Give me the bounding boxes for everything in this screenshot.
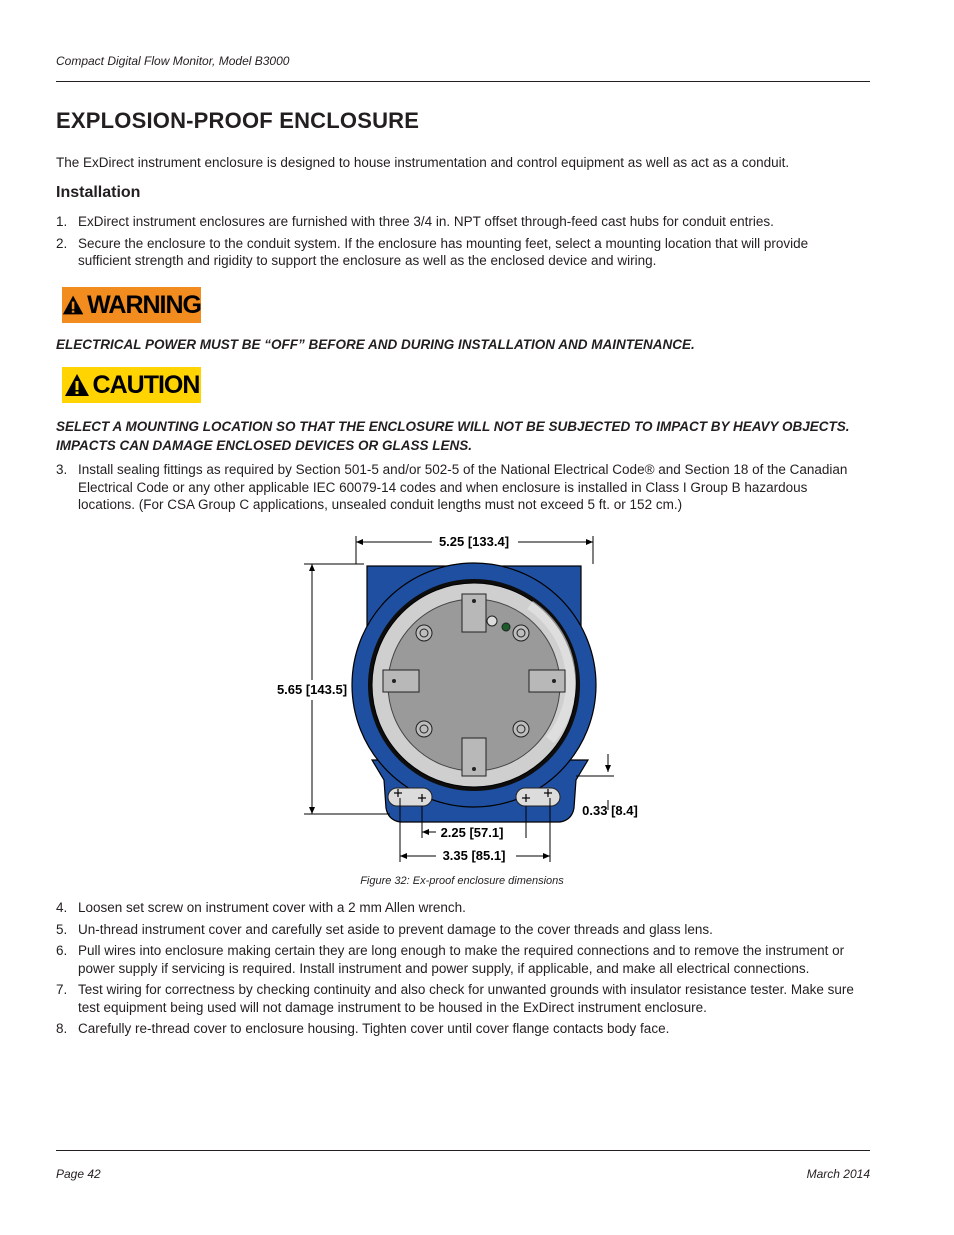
enclosure-drawing xyxy=(260,530,660,870)
steps-list-3 xyxy=(56,461,856,518)
warning-label: WARNING xyxy=(87,290,201,319)
installation-heading: Installation xyxy=(56,184,141,201)
caution-label: CAUTION xyxy=(92,370,200,399)
warning-triangle-icon xyxy=(62,293,84,317)
footer-date: March 2014 xyxy=(806,1167,870,1181)
caution-badge xyxy=(62,367,201,403)
list-item: 7. Test wiring for correctness by checking continuity and also check for unwanted grounds with insulator resistance tester. Make sure test equipment being used will not damage instrument to be housed in the ExDirect instrument enclosure. xyxy=(56,982,854,1015)
list-item: 4. Loosen set screw on instrument cover with a 2 mm Allen wrench. xyxy=(56,900,466,915)
caution-triangle-icon xyxy=(64,373,90,397)
caution-text-line-2: IMPACTS CAN DAMAGE ENCLOSED DEVICES OR GLASS LENS. xyxy=(56,438,473,453)
intro-paragraph: The ExDirect instrument enclosure is designed to house instrumentation and control equipment as well as act as a conduit. xyxy=(56,155,790,170)
footer-rule xyxy=(56,1150,870,1151)
list-item: 8. Carefully re-thread cover to enclosure housing. Tighten cover until cover flange contacts body face. xyxy=(56,1021,670,1036)
steps-list-a xyxy=(56,213,856,274)
list-item: 5. Un-thread instrument cover and carefully set aside to prevent damage to the cover threads and glass lens. xyxy=(56,921,713,937)
warning-text: ELECTRICAL POWER MUST BE “OFF” BEFORE AND DURING INSTALLATION AND MAINTENANCE. xyxy=(56,337,695,352)
figure-caption: Figure 32: Ex-proof enclosure dimensions xyxy=(360,875,564,887)
running-header: Compact Digital Flow Monitor, Model B3000 xyxy=(56,54,290,68)
list-item: 6. Pull wires into enclosure making certain they are long enough to make the required connections and to remove the instrument or power supply if servicing is required. Install instrument and power supply, if applicable, and make all electrical connections. xyxy=(56,943,845,976)
header-rule xyxy=(56,81,870,82)
list-item: 1. ExDirect instrument enclosures are furnished with three 3/4 in. NPT offset through-feed cast hubs for conduit entries. xyxy=(56,214,774,229)
dim-width-label: 5.25 [133.4] xyxy=(438,534,510,549)
warning-badge xyxy=(62,287,201,323)
page-number: Page 42 xyxy=(56,1167,101,1181)
caution-text-line-1: SELECT A MOUNTING LOCATION SO THAT THE ENCLOSURE WILL NOT BE SUBJECTED TO IMPACT BY HEAVY OBJECTS. xyxy=(56,419,850,434)
dim-height-label: 5.65 [143.5] xyxy=(276,682,348,697)
list-item: 3. Install sealing fittings as required by Section 501-5 and/or 502-5 of the National Electrical Code® and Section 18 of the Canadian Electrical Code or any other applicable IEC 60079-14 codes and when enclosure is installed in Class I Group B hazardous locations. (For CSA Group C applications, unsealed conduit lengths must not exceed 5 ft. or 152 cm.) xyxy=(56,462,848,512)
section-title: EXPLOSION-PROOF ENCLOSURE xyxy=(56,108,420,133)
dim-foot-label: 0.33 [8.4] xyxy=(582,803,638,818)
dim-outer-label: 3.35 [85.1] xyxy=(442,848,506,863)
caution-text xyxy=(56,417,876,455)
dim-inner-label: 2.25 [57.1] xyxy=(440,825,504,840)
enclosure-figure xyxy=(260,530,660,870)
steps-list-b xyxy=(56,899,856,1042)
list-item: 2. Secure the enclosure to the conduit system. If the enclosure has mounting feet, select a mounting location that will provide sufficient strength and rigidity to support the enclosure as well as the enclosed device and wiring. xyxy=(56,235,809,268)
